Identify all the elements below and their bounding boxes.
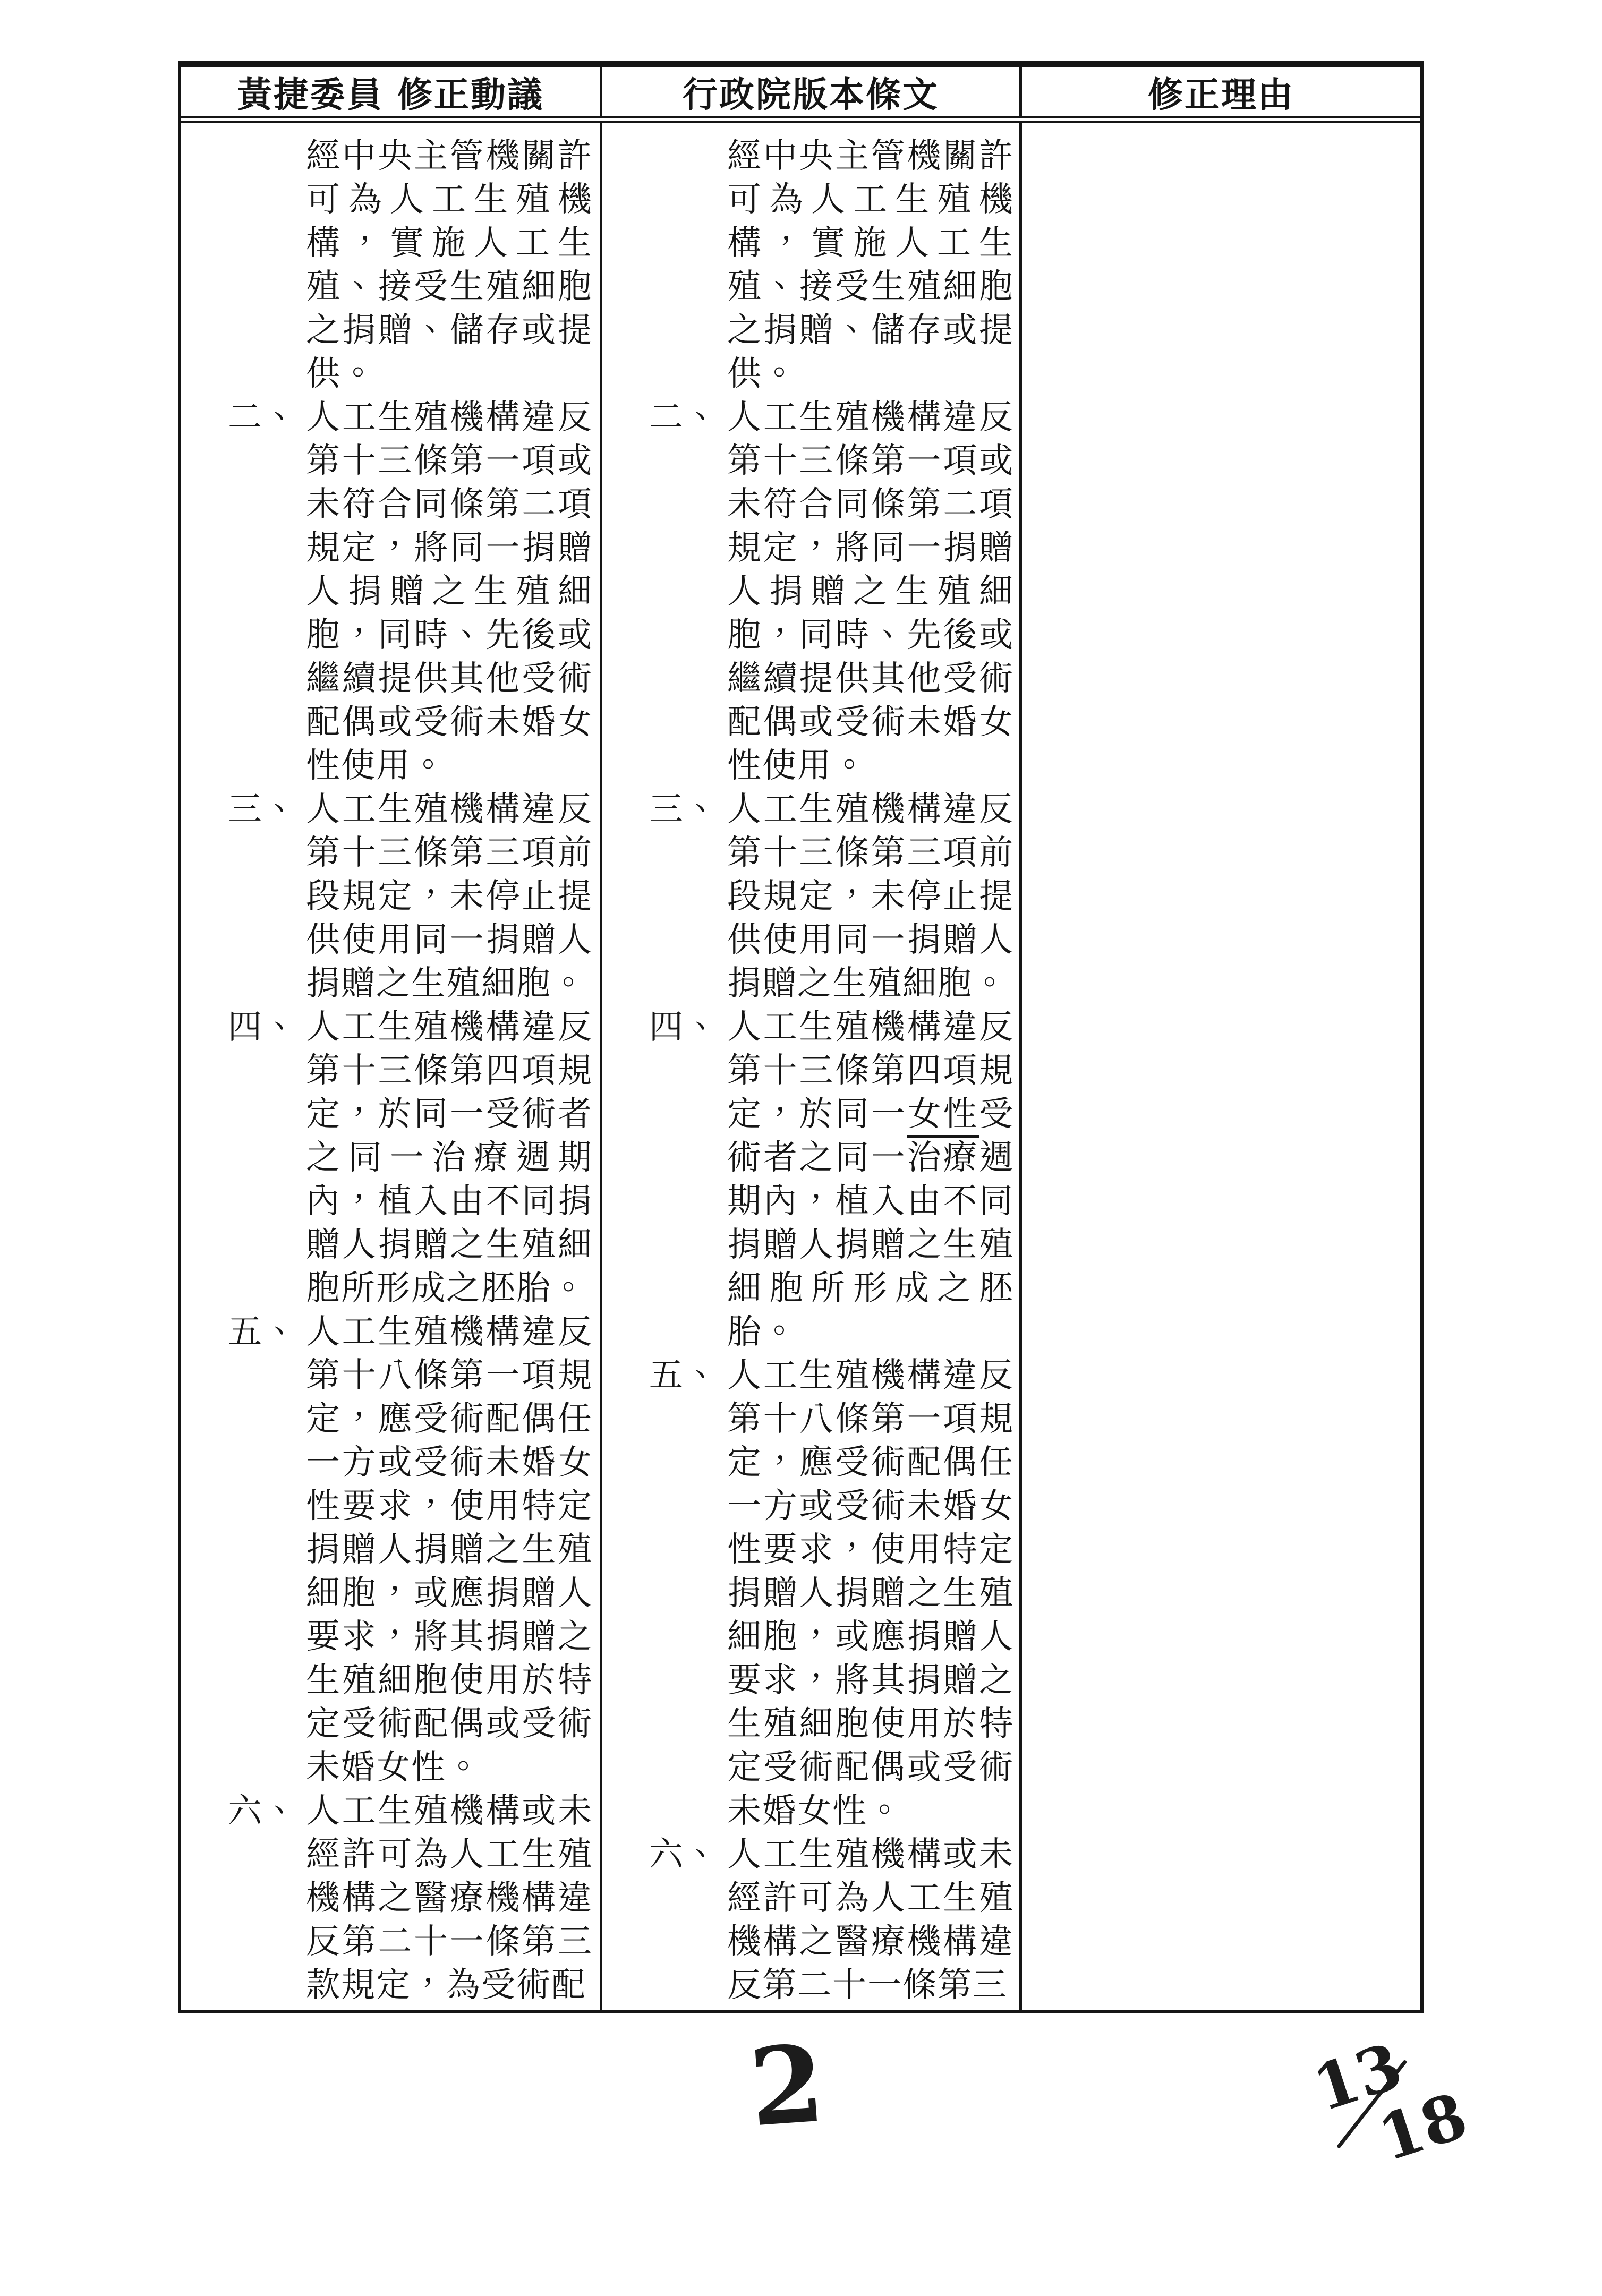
item-text-post: 受術者之同一治療週期內，植入由不同捐贈人捐贈之生殖細胞所形成之胚胎。 [727,1095,1015,1352]
item-number [649,134,727,396]
table-header-row [181,67,1420,123]
item-text: 人工生殖機構違反第十三條第三項前段規定，未停止提供使用同一捐贈人捐贈之生殖細胞。 [727,790,1014,1003]
column-amendment-reason-empty [1022,123,1420,2010]
item-text: 經中央主管機關許可為人工生殖機構，實施人工生殖、接受生殖細胞之捐贈、儲存或提供。 [306,136,593,394]
item-number: 六、 [228,1791,298,1831]
item-number: 二、 [649,398,719,437]
item-text: 人工生殖機構違反第十三條第三項前段規定，未停止提供使用同一捐贈人捐贈之生殖細胞。 [306,790,593,1003]
list-item [602,396,1019,788]
comparison-table [178,61,1424,2013]
item-number: 四、 [228,1008,298,1047]
list-item [181,134,600,396]
item-text: 人工生殖機構違反第十三條第四項規定，於同一受術者之同一治療週期內，植入由不同捐贈人捐贈之生殖細胞所形成之胚胎。 [306,1008,593,1308]
item-text: 人工生殖機構或未經許可為人工生殖機構之醫療機構違反第二十一條第三款規定，為受術配 [306,1791,593,2005]
table-body-row [181,123,1420,2010]
item-number: 四、 [649,1008,719,1047]
item-number: 六、 [649,1835,719,1874]
item-number: 三、 [649,790,719,829]
list-item [181,788,600,1005]
item-number: 五、 [649,1356,719,1395]
item-number [228,134,306,396]
handwritten-page-number: 2 [745,2021,829,2151]
list-item [602,1005,1019,1354]
list-item [602,1354,1019,1833]
list-item [181,1310,600,1789]
handwritten-sheet-fraction [1305,2028,1476,2178]
item-text-pre: 人工生殖機構違反第十三條第四項規定，於同一 [727,1008,1014,1134]
list-item [181,1789,600,2007]
handwritten-sheet-numerator: 13 [1305,2028,1411,2126]
item-text: 經中央主管機關許可為人工生殖機構，實施人工生殖、接受生殖細胞之捐贈、儲存或提供。 [727,136,1014,394]
list-item [602,788,1019,1005]
list-item [602,1833,1019,2007]
item-number: 三、 [228,790,298,829]
column-executive-yuan-text [602,123,1022,2010]
header-col-executive-yuan-version: 行政院版本條文 [602,67,1022,116]
item-number: 二、 [228,398,298,437]
list-item [602,134,1019,396]
item-text: 人工生殖機構違反第十八條第一項規定，應受術配偶任一方或受術未婚女性要求，使用特定捐贈人捐贈之生殖細胞，或應捐贈人要求，將其捐贈之生殖細胞使用於特定受術配偶或受術未婚女性。 [727,1356,1014,1831]
list-item [181,1005,600,1310]
column-proposal-text [181,123,602,2010]
header-col-proposal: 黃捷委員 修正動議 [181,67,602,116]
item-text-with-underline [727,1005,1014,1354]
item-text: 人工生殖機構違反第十三條第一項或未符合同條第二項規定，將同一捐贈人捐贈之生殖細胞，同時、先後或繼續提供其他受術配偶或受術未婚女性使用。 [727,398,1014,786]
handwritten-sheet-denominator: 18 [1369,2078,1476,2176]
underlined-revision-text: 女性 [907,1095,979,1138]
item-text: 人工生殖機構或未經許可為人工生殖機構之醫療機構違反第二十一條第三 [727,1835,1014,2005]
item-text: 人工生殖機構違反第十八條第一項規定，應受術配偶任一方或受術未婚女性要求，使用特定捐贈人捐贈之生殖細胞，或應捐贈人要求，將其捐贈之生殖細胞使用於特定受術配偶或受術未婚女性。 [306,1312,593,1787]
item-number: 五、 [228,1312,298,1352]
header-col-amendment-reason: 修正理由 [1148,74,1294,115]
list-item [181,396,600,788]
item-text: 人工生殖機構違反第十三條第一項或未符合同條第二項規定，將同一捐贈人捐贈之生殖細胞，同時、先後或繼續提供其他受術配偶或受術未婚女性使用。 [306,398,593,786]
